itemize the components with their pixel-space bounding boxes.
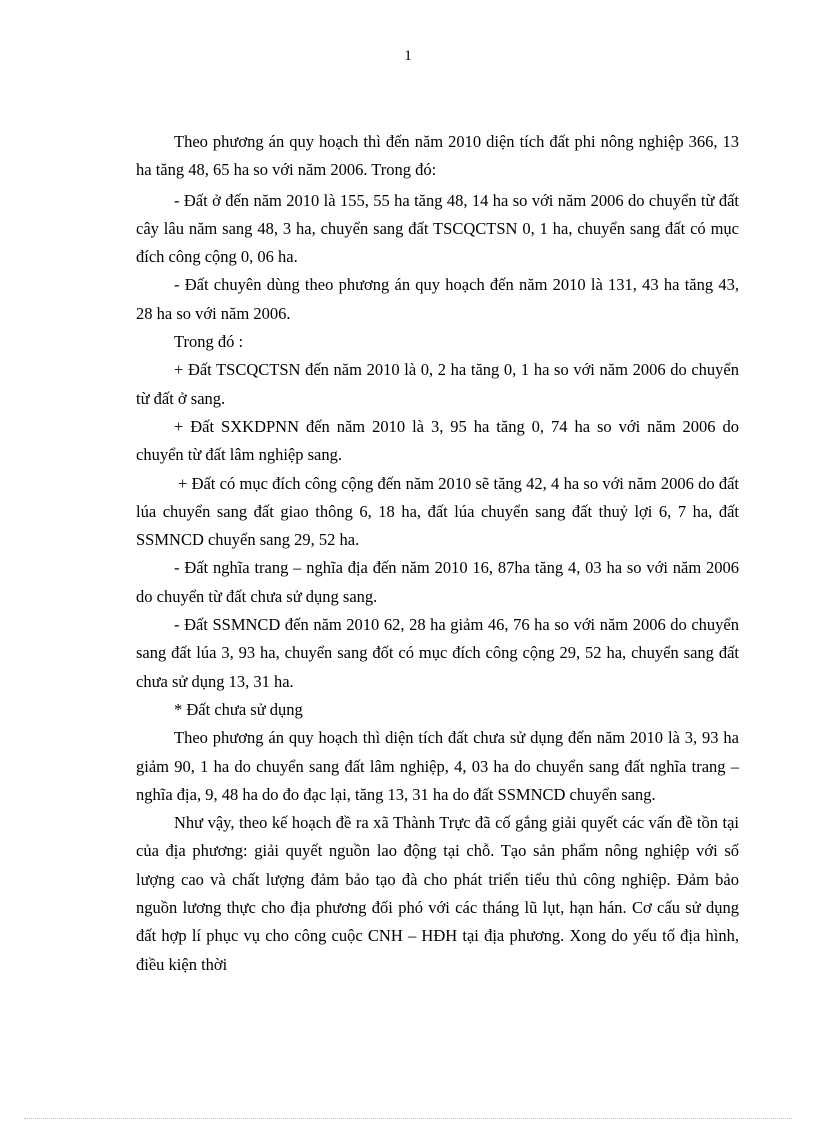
paragraph: Trong đó : (174, 332, 244, 352)
paragraph: - Đất SSMNCD đến năm 2010 62, 28 ha giảm 46, 76 ha so với năm 2006 do chuyển sang đất lúa 3, 93 ha, chuyển sang đốt có mục đích công cộng 29, 52 ha, chuyển sang đất chưa sử dụng 13, 31 ha. (136, 615, 739, 691)
paragraph: * Đất chưa sử dụng (174, 699, 303, 719)
paragraph: + Đất SXKDPNN đến năm 2010 là 3, 95 ha tăng 0, 74 ha so với năm 2006 do chuyển từ đất lâm nghiệp sang. (136, 416, 739, 465)
paragraph: Theo phương án quy hoạch thì đến năm 2010 diện tích đất phi nông nghiệp 366, 13 ha tăng 48, 65 ha so với năm 2006. Trong đó: (136, 132, 739, 180)
paragraph: - Đất nghĩa trang – nghĩa địa đến năm 2010 16, 87ha tăng 4, 03 ha so với năm 2006 do chuyển từ đất chưa sử dụng sang. (136, 558, 739, 606)
paragraph: Theo phương án quy hoạch thì diện tích đất chưa sử dụng đến năm 2010 là 3, 93 ha giảm 90, 1 ha do chuyển sang đất lâm nghiệp, 4, 03 ha do chuyển sang đất nghĩa trang – nghĩa địa, 9, 48 ha do đo đạc lại, tăng 13, 31 ha do đất SSMNCD chuyển sang. (136, 728, 739, 804)
page-number: 1 (404, 48, 412, 64)
document-body (136, 128, 739, 979)
page-bottom-rule (24, 1118, 792, 1119)
paragraph: Như vậy, theo kế hoạch đề ra xã Thành Trực đã cố gắng giải quyết các vấn đề tồn tại của địa phương: giải quyết nguồn lao động tại chỗ. Tạo sản phẩm nông nghiệp với số lượng cao và chất lượng đảm bảo tạo đà cho phát triển tiểu thủ công nghiệp. Đảm bảo nguồn lương thực cho địa phương đối phó với các tháng lũ lụt, hạn hán. Cơ cấu sử dụng đất hợp lí phục vụ cho công cuộc CNH – HĐH tại địa phương. Xong do yếu tố địa hình, điều kiện thời (136, 813, 739, 974)
paragraph: + Đất có mục đích công cộng đến năm 2010 sẽ tăng 42, 4 ha so với năm 2006 do đất lúa chuyển sang đất giao thông 6, 18 ha, đất lúa chuyển sang đất thuỷ lợi 6, 7 ha, đất SSMNCD chuyển sang 29, 52 ha. (136, 473, 739, 550)
paragraph: + Đất TSCQCTSN đến năm 2010 là 0, 2 ha tăng 0, 1 ha so với năm 2006 do chuyển từ đất ở sang. (136, 360, 739, 408)
paragraph: - Đất chuyên dùng theo phương án quy hoạch đến năm 2010 là 131, 43 ha tăng 43, 28 ha so với năm 2006. (136, 275, 739, 323)
paragraph: - Đất ở đến năm 2010 là 155, 55 ha tăng 48, 14 ha so với năm 2006 do chuyển từ đất cây lâu năm sang 48, 3 ha, chuyển sang đất TSCQCTSN 0, 1 ha, chuyển sang đất có mục đích công cộng 0, 06 ha. (136, 190, 739, 267)
